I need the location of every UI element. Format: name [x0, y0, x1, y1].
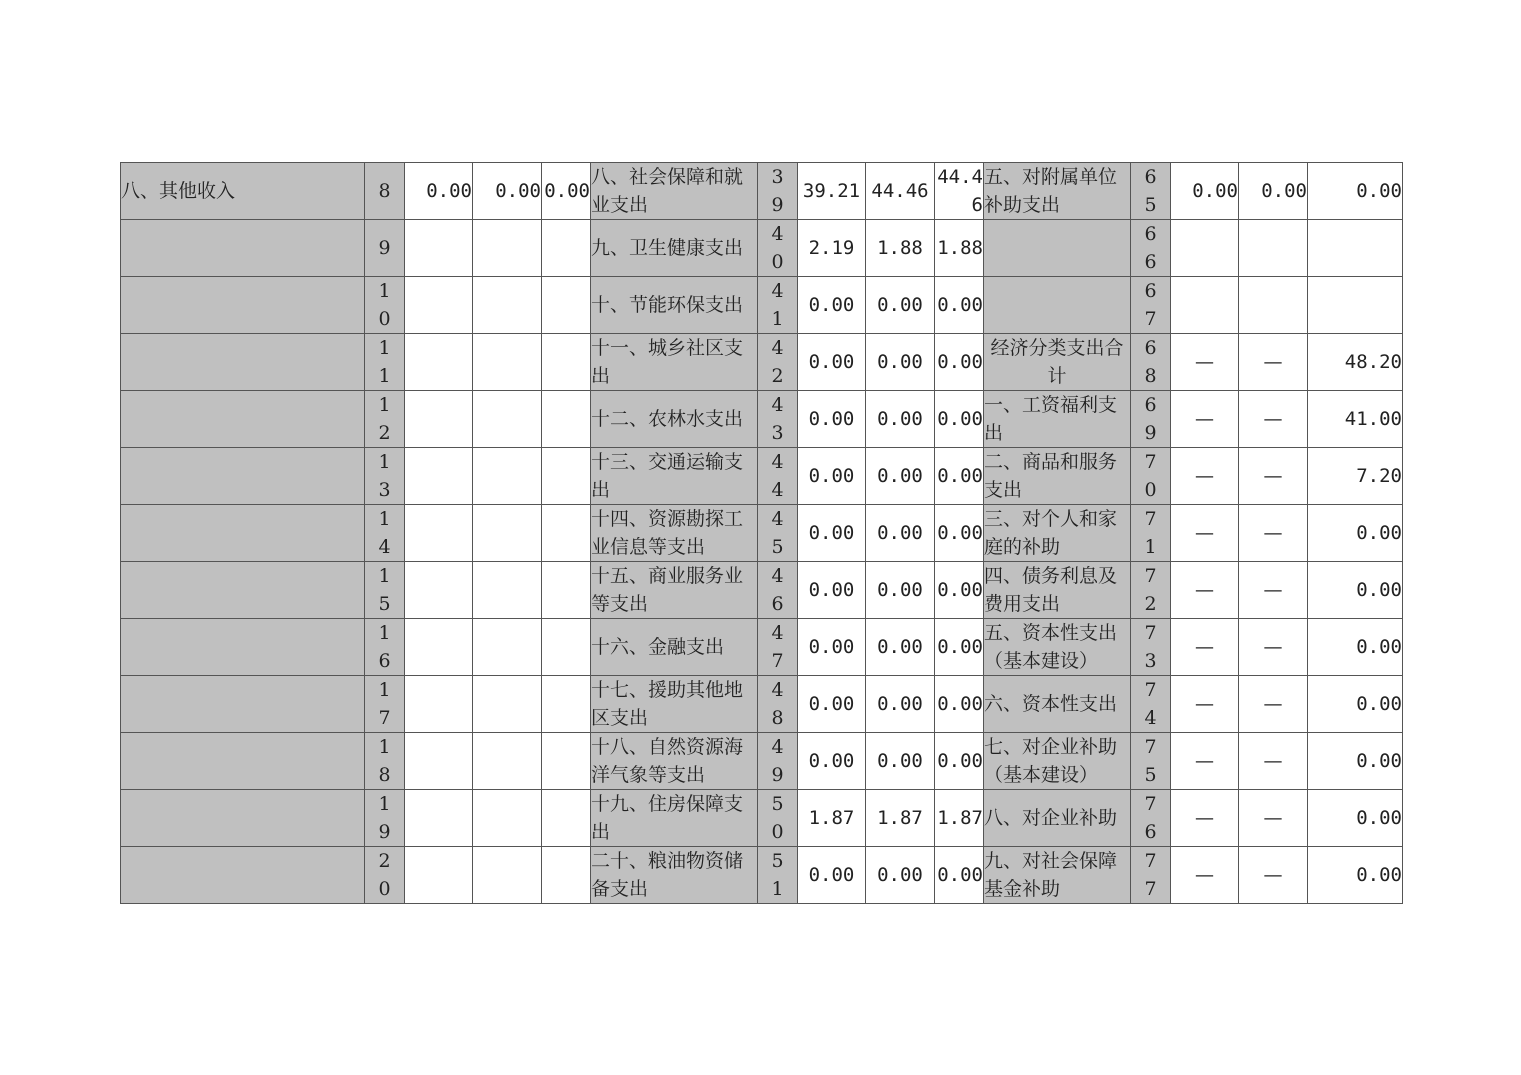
economic-value-c: 0.00 — [1308, 847, 1403, 904]
economic-value-b: — — [1239, 505, 1308, 562]
economic-row-number: 74 — [1131, 676, 1171, 733]
income-value-b — [473, 277, 542, 334]
economic-value-b: — — [1239, 676, 1308, 733]
expense-value-b: 0.00 — [866, 562, 935, 619]
economic-value-a: — — [1171, 505, 1239, 562]
table-row — [121, 334, 1403, 391]
income-value-b — [473, 676, 542, 733]
economic-value-b: 0.00 — [1239, 163, 1308, 220]
income-value-a — [405, 277, 473, 334]
table-row — [121, 676, 1403, 733]
expense-row-number: 49 — [758, 733, 798, 790]
expense-value-a: 0.00 — [798, 391, 866, 448]
expense-value-b: 0.00 — [866, 391, 935, 448]
expense-value-a: 0.00 — [798, 847, 866, 904]
economic-item-label: 九、对社会保障基金补助 — [984, 847, 1131, 904]
expense-item-label: 十、节能环保支出 — [591, 277, 758, 334]
expense-value-c: 0.00 — [935, 847, 984, 904]
economic-row-number: 75 — [1131, 733, 1171, 790]
income-value-b — [473, 619, 542, 676]
income-value-b — [473, 334, 542, 391]
economic-item-label: 八、对企业补助 — [984, 790, 1131, 847]
income-item-label — [121, 847, 365, 904]
expense-value-c: 0.00 — [935, 391, 984, 448]
income-value-c — [542, 790, 591, 847]
expense-value-a: 0.00 — [798, 334, 866, 391]
expense-row-number: 43 — [758, 391, 798, 448]
expense-value-a: 0.00 — [798, 505, 866, 562]
economic-value-b: — — [1239, 619, 1308, 676]
expense-value-a: 0.00 — [798, 619, 866, 676]
expense-value-c: 1.88 — [935, 220, 984, 277]
expense-row-number: 46 — [758, 562, 798, 619]
expense-value-a: 0.00 — [798, 676, 866, 733]
income-row-number: 12 — [365, 391, 405, 448]
income-row-number: 18 — [365, 733, 405, 790]
expense-item-label: 九、卫生健康支出 — [591, 220, 758, 277]
income-item-label — [121, 676, 365, 733]
expense-value-a: 0.00 — [798, 562, 866, 619]
income-value-b — [473, 448, 542, 505]
economic-row-number: 70 — [1131, 448, 1171, 505]
economic-item-label: 一、工资福利支出 — [984, 391, 1131, 448]
income-value-c — [542, 220, 591, 277]
income-item-label — [121, 448, 365, 505]
economic-row-number: 69 — [1131, 391, 1171, 448]
economic-row-number: 76 — [1131, 790, 1171, 847]
expense-item-label: 十三、交通运输支出 — [591, 448, 758, 505]
income-value-b — [473, 733, 542, 790]
economic-item-label — [984, 277, 1131, 334]
economic-value-a: — — [1171, 790, 1239, 847]
economic-value-a: — — [1171, 562, 1239, 619]
table-row — [121, 448, 1403, 505]
expense-row-number: 48 — [758, 676, 798, 733]
economic-value-c: 41.00 — [1308, 391, 1403, 448]
expense-value-b: 0.00 — [866, 277, 935, 334]
income-item-label — [121, 790, 365, 847]
expense-item-label: 十九、住房保障支出 — [591, 790, 758, 847]
expense-value-a: 0.00 — [798, 277, 866, 334]
expense-item-label: 十七、援助其他地区支出 — [591, 676, 758, 733]
income-value-a — [405, 790, 473, 847]
economic-item-label: 二、商品和服务支出 — [984, 448, 1131, 505]
income-value-a — [405, 334, 473, 391]
income-value-a — [405, 676, 473, 733]
economic-value-a: — — [1171, 334, 1239, 391]
income-value-b — [473, 505, 542, 562]
income-value-a — [405, 847, 473, 904]
economic-value-c: 0.00 — [1308, 505, 1403, 562]
economic-item-label: 七、对企业补助（基本建设） — [984, 733, 1131, 790]
economic-value-b: — — [1239, 391, 1308, 448]
income-item-label — [121, 277, 365, 334]
expense-row-number: 44 — [758, 448, 798, 505]
expense-item-label: 八、社会保障和就业支出 — [591, 163, 758, 220]
table-row — [121, 733, 1403, 790]
economic-item-label — [984, 220, 1131, 277]
table-row — [121, 562, 1403, 619]
economic-item-label: 三、对个人和家庭的补助 — [984, 505, 1131, 562]
income-value-a — [405, 505, 473, 562]
income-row-number: 8 — [365, 163, 405, 220]
economic-value-c: 0.00 — [1308, 619, 1403, 676]
income-value-b — [473, 847, 542, 904]
table-row — [121, 277, 1403, 334]
expense-value-a: 39.21 — [798, 163, 866, 220]
income-row-number: 13 — [365, 448, 405, 505]
income-item-label — [121, 220, 365, 277]
income-value-c: 0.00 — [542, 163, 591, 220]
income-value-c — [542, 733, 591, 790]
income-row-number: 17 — [365, 676, 405, 733]
expense-item-label: 十六、金融支出 — [591, 619, 758, 676]
income-item-label — [121, 505, 365, 562]
income-row-number: 19 — [365, 790, 405, 847]
income-value-a — [405, 562, 473, 619]
expense-row-number: 51 — [758, 847, 798, 904]
expense-value-c: 0.00 — [935, 562, 984, 619]
income-value-c — [542, 847, 591, 904]
economic-value-b: — — [1239, 847, 1308, 904]
expense-value-a: 1.87 — [798, 790, 866, 847]
income-row-number: 15 — [365, 562, 405, 619]
income-item-label — [121, 619, 365, 676]
economic-row-number: 65 — [1131, 163, 1171, 220]
economic-item-label: 五、对附属单位补助支出 — [984, 163, 1131, 220]
expense-value-b: 0.00 — [866, 448, 935, 505]
income-item-label: 八、其他收入 — [121, 163, 365, 220]
income-value-c — [542, 448, 591, 505]
income-item-label — [121, 733, 365, 790]
economic-value-c: 0.00 — [1308, 790, 1403, 847]
income-value-c — [542, 562, 591, 619]
table-body — [121, 163, 1403, 904]
income-value-a — [405, 448, 473, 505]
expense-value-c: 0.00 — [935, 676, 984, 733]
economic-value-c: 0.00 — [1308, 733, 1403, 790]
expense-row-number: 40 — [758, 220, 798, 277]
economic-row-number: 67 — [1131, 277, 1171, 334]
expense-value-a: 0.00 — [798, 448, 866, 505]
income-row-number: 20 — [365, 847, 405, 904]
economic-value-b — [1239, 220, 1308, 277]
economic-row-number: 73 — [1131, 619, 1171, 676]
expense-value-c: 0.00 — [935, 619, 984, 676]
expense-value-b: 0.00 — [866, 619, 935, 676]
income-value-b — [473, 562, 542, 619]
expense-row-number: 45 — [758, 505, 798, 562]
income-value-a — [405, 733, 473, 790]
income-row-number: 10 — [365, 277, 405, 334]
economic-value-c: 0.00 — [1308, 163, 1403, 220]
income-value-c — [542, 676, 591, 733]
economic-value-c: 0.00 — [1308, 676, 1403, 733]
expense-value-c: 0.00 — [935, 505, 984, 562]
economic-row-number: 68 — [1131, 334, 1171, 391]
income-row-number: 11 — [365, 334, 405, 391]
income-value-c — [542, 391, 591, 448]
expense-value-b: 1.87 — [866, 790, 935, 847]
economic-value-a: — — [1171, 619, 1239, 676]
economic-value-a: — — [1171, 391, 1239, 448]
table-row — [121, 619, 1403, 676]
income-value-a — [405, 391, 473, 448]
expense-row-number: 42 — [758, 334, 798, 391]
income-value-c — [542, 277, 591, 334]
table-row — [121, 163, 1403, 220]
table-row — [121, 505, 1403, 562]
income-item-label — [121, 562, 365, 619]
economic-value-c: 48.20 — [1308, 334, 1403, 391]
income-value-b: 0.00 — [473, 163, 542, 220]
income-row-number: 14 — [365, 505, 405, 562]
income-row-number: 9 — [365, 220, 405, 277]
economic-value-c: 0.00 — [1308, 562, 1403, 619]
expense-value-c: 0.00 — [935, 334, 984, 391]
income-value-c — [542, 505, 591, 562]
expense-value-b: 0.00 — [866, 676, 935, 733]
economic-value-a: — — [1171, 676, 1239, 733]
expense-row-number: 41 — [758, 277, 798, 334]
economic-row-number: 77 — [1131, 847, 1171, 904]
expense-value-b: 1.88 — [866, 220, 935, 277]
expense-item-label: 十一、城乡社区支出 — [591, 334, 758, 391]
income-item-label — [121, 391, 365, 448]
economic-value-a: — — [1171, 448, 1239, 505]
economic-value-b: — — [1239, 334, 1308, 391]
expense-value-c: 1.87 — [935, 790, 984, 847]
economic-value-b: — — [1239, 790, 1308, 847]
economic-value-c: 7.20 — [1308, 448, 1403, 505]
table-row — [121, 220, 1403, 277]
expense-item-label: 二十、粮油物资储备支出 — [591, 847, 758, 904]
income-value-b — [473, 220, 542, 277]
economic-row-number: 71 — [1131, 505, 1171, 562]
table-row — [121, 847, 1403, 904]
expense-value-b: 0.00 — [866, 847, 935, 904]
economic-value-b: — — [1239, 562, 1308, 619]
economic-item-label: 五、资本性支出（基本建设） — [984, 619, 1131, 676]
economic-value-a: — — [1171, 733, 1239, 790]
income-row-number: 16 — [365, 619, 405, 676]
expense-value-c: 44.46 — [935, 163, 984, 220]
economic-item-label: 四、债务利息及费用支出 — [984, 562, 1131, 619]
expense-value-a: 2.19 — [798, 220, 866, 277]
economic-value-a: 0.00 — [1171, 163, 1239, 220]
expense-value-b: 44.46 — [866, 163, 935, 220]
economic-value-b: — — [1239, 733, 1308, 790]
table-row — [121, 391, 1403, 448]
income-value-c — [542, 334, 591, 391]
economic-value-a — [1171, 220, 1239, 277]
income-value-a — [405, 619, 473, 676]
expense-value-b: 0.00 — [866, 334, 935, 391]
expense-row-number: 47 — [758, 619, 798, 676]
economic-value-b — [1239, 277, 1308, 334]
economic-item-label: 六、资本性支出 — [984, 676, 1131, 733]
income-value-a: 0.00 — [405, 163, 473, 220]
income-value-b — [473, 391, 542, 448]
expense-row-number: 50 — [758, 790, 798, 847]
economic-row-number: 72 — [1131, 562, 1171, 619]
expense-value-c: 0.00 — [935, 277, 984, 334]
expense-value-b: 0.00 — [866, 505, 935, 562]
expense-item-label: 十四、资源勘探工业信息等支出 — [591, 505, 758, 562]
economic-value-c — [1308, 220, 1403, 277]
economic-value-a: — — [1171, 847, 1239, 904]
expense-value-a: 0.00 — [798, 733, 866, 790]
economic-value-a — [1171, 277, 1239, 334]
expense-value-b: 0.00 — [866, 733, 935, 790]
table-row — [121, 790, 1403, 847]
economic-row-number: 66 — [1131, 220, 1171, 277]
income-item-label — [121, 334, 365, 391]
income-value-a — [405, 220, 473, 277]
expense-value-c: 0.00 — [935, 733, 984, 790]
budget-table — [120, 162, 1403, 904]
expense-item-label: 十八、自然资源海洋气象等支出 — [591, 733, 758, 790]
expense-item-label: 十五、商业服务业等支出 — [591, 562, 758, 619]
economic-value-c — [1308, 277, 1403, 334]
expense-item-label: 十二、农林水支出 — [591, 391, 758, 448]
economic-item-label: 经济分类支出合计 — [984, 334, 1131, 391]
income-value-c — [542, 619, 591, 676]
economic-value-b: — — [1239, 448, 1308, 505]
expense-value-c: 0.00 — [935, 448, 984, 505]
income-value-b — [473, 790, 542, 847]
expense-row-number: 39 — [758, 163, 798, 220]
